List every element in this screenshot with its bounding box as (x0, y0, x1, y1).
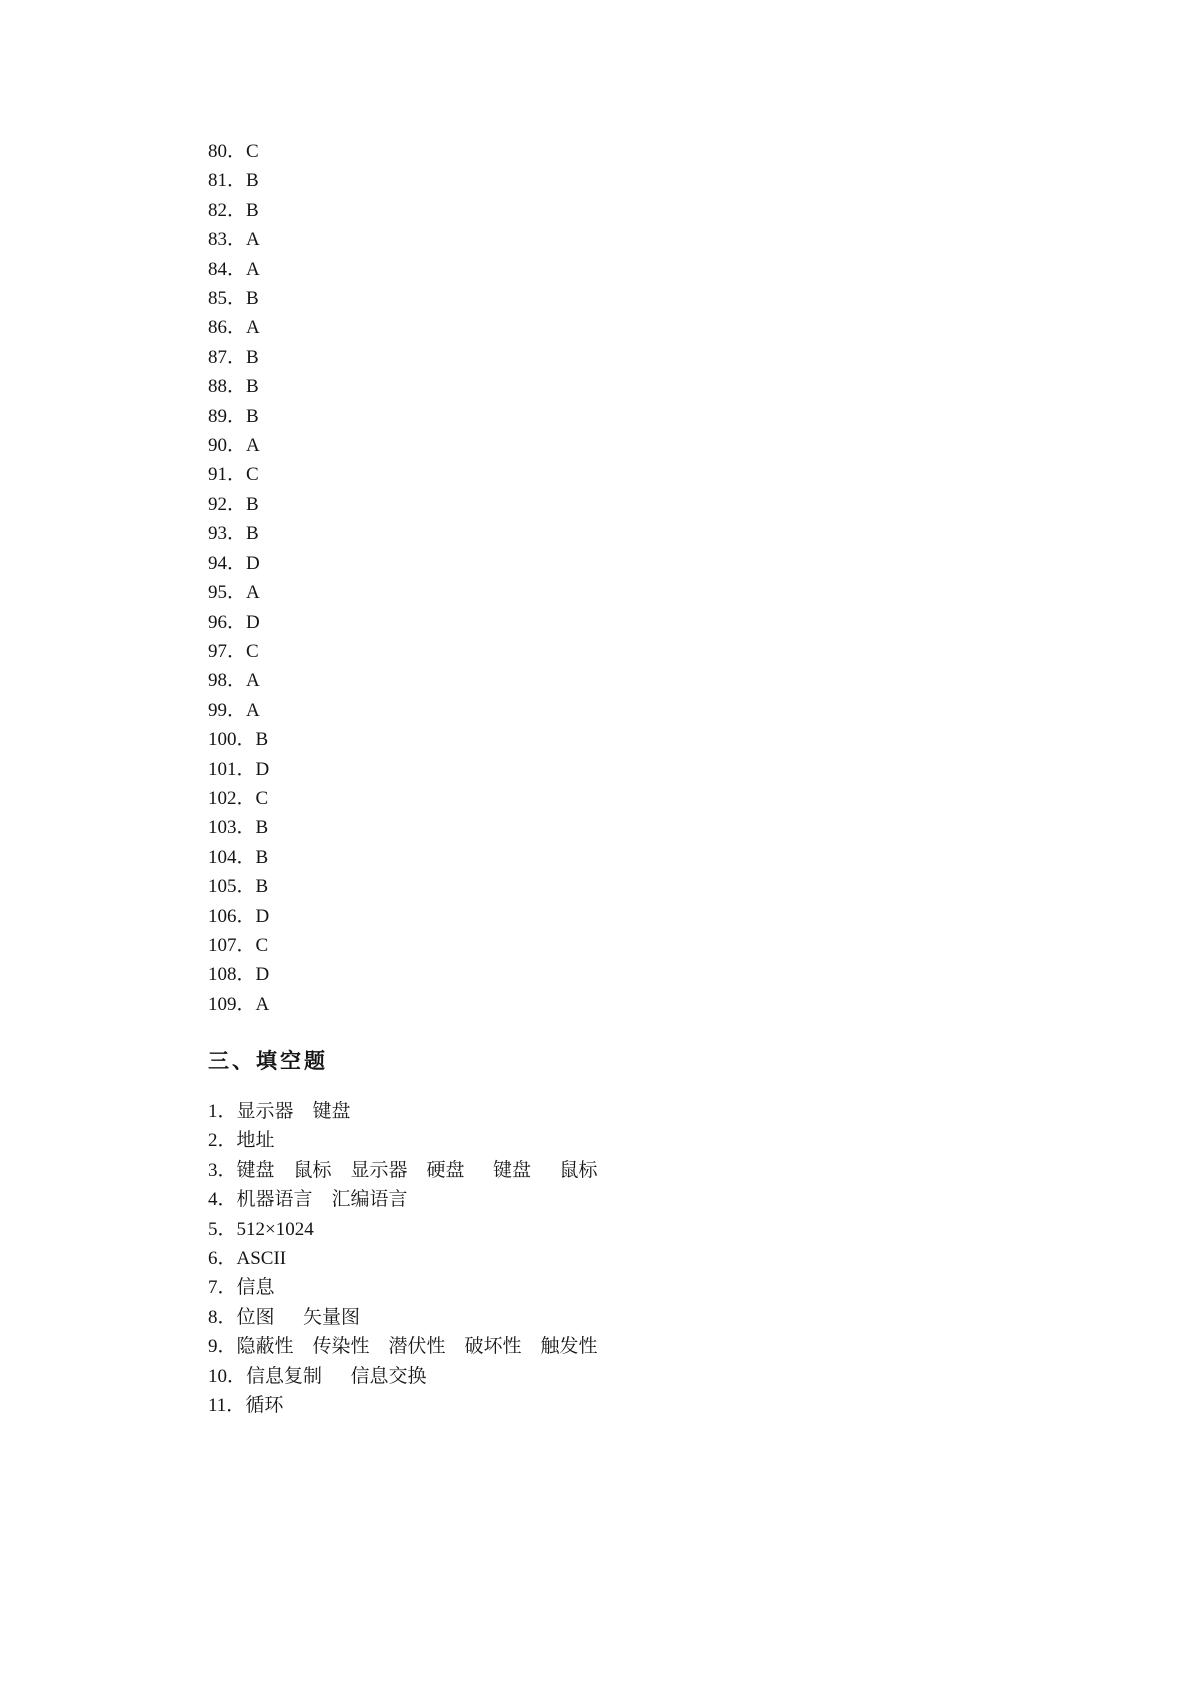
item-answer: D (246, 552, 260, 574)
item-separator: ． (227, 258, 247, 280)
item-number: 10 (208, 1365, 227, 1387)
item-answer: 循环 (245, 1395, 284, 1417)
item-number: 97 (208, 640, 227, 662)
multiple-choice-answer-item (208, 608, 269, 637)
item-number: 104 (208, 846, 237, 868)
multiple-choice-answer-item (208, 725, 269, 754)
item-answer: 显示器 键盘 (236, 1101, 351, 1122)
multiple-choice-answer-item (208, 313, 269, 342)
item-number: 91 (208, 464, 227, 486)
item-separator: ． (227, 405, 247, 427)
item-number: 87 (208, 346, 227, 368)
item-number: 2 (208, 1130, 218, 1152)
item-answer: D (246, 611, 260, 633)
item-separator: ． (227, 582, 247, 604)
item-number: 98 (208, 670, 227, 692)
multiple-choice-answer-item (208, 402, 269, 431)
multiple-choice-answer-item (208, 960, 269, 989)
item-number: 108 (208, 964, 237, 986)
multiple-choice-answer-item (208, 166, 269, 195)
multiple-choice-answer-item (208, 343, 269, 372)
fill-in-answer-item (208, 1097, 598, 1126)
item-answer: A (246, 670, 260, 692)
item-number: 8 (208, 1306, 218, 1328)
item-number: 109 (208, 993, 237, 1015)
item-answer: B (246, 346, 259, 368)
item-separator: ． (236, 758, 256, 780)
item-answer: A (246, 317, 260, 339)
item-number: 94 (208, 552, 227, 574)
item-number: 3 (208, 1159, 218, 1181)
item-number: 81 (208, 170, 227, 192)
item-number: 83 (208, 229, 227, 251)
item-separator: ． (227, 493, 247, 515)
item-number: 89 (208, 405, 227, 427)
multiple-choice-answer-item (208, 902, 269, 931)
item-separator: ． (227, 611, 247, 633)
item-separator: ． (217, 1189, 237, 1211)
fill-in-answer-item (208, 1215, 598, 1244)
item-number: 95 (208, 582, 227, 604)
item-number: 80 (208, 141, 227, 162)
item-answer: A (246, 258, 260, 280)
item-answer: 信息复制 信息交换 (246, 1365, 427, 1387)
item-number: 9 (208, 1336, 218, 1358)
item-number: 92 (208, 493, 227, 515)
fill-in-answer-item (208, 1362, 598, 1391)
item-number: 6 (208, 1248, 218, 1270)
item-separator: ． (236, 817, 256, 839)
item-number: 106 (208, 905, 237, 927)
multiple-choice-answer-item (208, 196, 269, 225)
multiple-choice-answer-item (208, 578, 269, 607)
item-number: 84 (208, 258, 227, 280)
item-answer: A (246, 435, 260, 457)
multiple-choice-answer-item (208, 843, 269, 872)
item-number: 11 (208, 1395, 227, 1417)
item-number: 105 (208, 876, 237, 898)
item-answer: D (255, 964, 270, 986)
item-answer: 地址 (236, 1130, 275, 1152)
item-separator: ． (227, 699, 247, 721)
item-number: 96 (208, 611, 227, 633)
item-answer: B (255, 817, 269, 839)
item-number: 107 (208, 934, 237, 956)
item-separator: ． (236, 905, 256, 927)
item-separator: ． (217, 1248, 237, 1270)
fill-in-answer-item (208, 1126, 598, 1155)
fill-in-answer-item (208, 1273, 598, 1302)
item-number: 88 (208, 376, 227, 398)
multiple-choice-answer-item (208, 225, 269, 254)
item-answer: C (255, 787, 269, 809)
item-answer: D (255, 905, 270, 927)
item-number: 85 (208, 288, 227, 310)
item-separator: ． (236, 846, 256, 868)
item-separator: ． (227, 170, 247, 192)
multiple-choice-answer-list (208, 137, 269, 1019)
item-separator: ． (236, 934, 256, 956)
multiple-choice-answer-item (208, 255, 269, 284)
item-answer: B (246, 493, 259, 515)
multiple-choice-answer-item (208, 549, 269, 578)
item-answer: A (246, 699, 260, 721)
item-separator: ． (236, 993, 256, 1015)
item-separator: ． (227, 376, 247, 398)
item-answer: B (246, 199, 259, 221)
multiple-choice-answer-item (208, 784, 269, 813)
item-separator: ． (217, 1306, 237, 1328)
item-answer: B (246, 170, 259, 192)
item-answer: B (246, 405, 259, 427)
item-answer: D (255, 758, 270, 780)
item-answer: A (246, 582, 260, 604)
item-answer: 512×1024 (236, 1218, 314, 1240)
multiple-choice-answer-item (208, 990, 269, 1019)
item-separator: ． (217, 1336, 237, 1358)
multiple-choice-answer-item (208, 431, 269, 460)
multiple-choice-answer-item (208, 872, 269, 901)
item-number: 101 (208, 758, 237, 780)
item-answer: B (246, 288, 259, 310)
item-separator: ． (217, 1159, 237, 1181)
multiple-choice-answer-item (208, 666, 269, 695)
item-number: 99 (208, 699, 227, 721)
item-separator: ． (227, 199, 247, 221)
item-separator: ． (236, 729, 256, 751)
item-separator: ． (227, 317, 247, 339)
fill-in-answer-item (208, 1391, 598, 1420)
multiple-choice-answer-item (208, 137, 269, 166)
item-separator: ． (227, 229, 247, 251)
item-number: 4 (208, 1189, 218, 1211)
item-separator: ． (227, 552, 247, 574)
multiple-choice-answer-item (208, 755, 269, 784)
item-answer: 信息 (236, 1277, 275, 1299)
item-answer: ASCII (236, 1248, 287, 1270)
item-answer: C (255, 934, 269, 956)
item-number: 90 (208, 435, 227, 457)
fill-in-answer-list (208, 1097, 598, 1420)
item-separator: ． (227, 464, 247, 486)
item-answer: 位图 矢量图 (236, 1306, 361, 1328)
item-separator: ． (226, 1395, 246, 1417)
item-answer: C (246, 464, 259, 486)
fill-in-answer-item (208, 1303, 598, 1332)
fill-in-answer-item (208, 1156, 598, 1185)
item-separator: ． (236, 876, 256, 898)
item-separator: ． (227, 1365, 247, 1387)
item-separator: ． (227, 346, 247, 368)
multiple-choice-answer-item (208, 372, 269, 401)
item-number: 103 (208, 817, 237, 839)
item-answer: 隐蔽性 传染性 潜伏性 破坏性 触发性 (236, 1336, 598, 1358)
item-answer: A (255, 993, 270, 1015)
item-separator: ． (217, 1218, 237, 1240)
section-heading: 三、填空题 (208, 1049, 328, 1073)
item-separator: ． (227, 435, 247, 457)
item-answer: B (255, 846, 269, 868)
item-separator: ． (227, 640, 247, 662)
fill-in-answer-item (208, 1185, 598, 1214)
multiple-choice-answer-item (208, 813, 269, 842)
item-separator: ． (236, 964, 256, 986)
multiple-choice-answer-item (208, 284, 269, 313)
multiple-choice-answer-item (208, 637, 269, 666)
item-answer: C (246, 640, 259, 662)
item-separator: ． (236, 787, 256, 809)
item-number: 5 (208, 1218, 218, 1240)
fill-in-answer-item (208, 1332, 598, 1361)
item-separator: ． (227, 523, 247, 545)
item-answer: 键盘 鼠标 显示器 硬盘 键盘 鼠标 (236, 1159, 598, 1181)
item-separator: ． (217, 1130, 237, 1152)
multiple-choice-answer-item (208, 519, 269, 548)
item-number: 93 (208, 523, 227, 545)
item-answer: B (246, 523, 259, 545)
item-number: 86 (208, 317, 227, 339)
multiple-choice-answer-item (208, 931, 269, 960)
item-number: 100 (208, 729, 237, 751)
item-answer: 机器语言 汇编语言 (236, 1189, 408, 1211)
multiple-choice-answer-item (208, 460, 269, 489)
multiple-choice-answer-item (208, 696, 269, 725)
item-separator: ． (227, 141, 247, 162)
multiple-choice-answer-item (208, 490, 269, 519)
item-separator: ． (227, 670, 247, 692)
fill-in-answer-item (208, 1244, 598, 1273)
item-separator: ． (227, 288, 247, 310)
item-answer: B (255, 876, 269, 898)
item-answer: A (246, 229, 260, 251)
item-number: 102 (208, 787, 237, 809)
item-answer: B (246, 376, 259, 398)
item-number: 7 (208, 1277, 218, 1299)
item-separator: ． (217, 1277, 237, 1299)
item-answer: C (246, 141, 259, 162)
item-answer: B (255, 729, 269, 751)
item-number: 1 (208, 1101, 218, 1122)
item-number: 82 (208, 199, 227, 221)
item-separator: ． (217, 1101, 237, 1122)
